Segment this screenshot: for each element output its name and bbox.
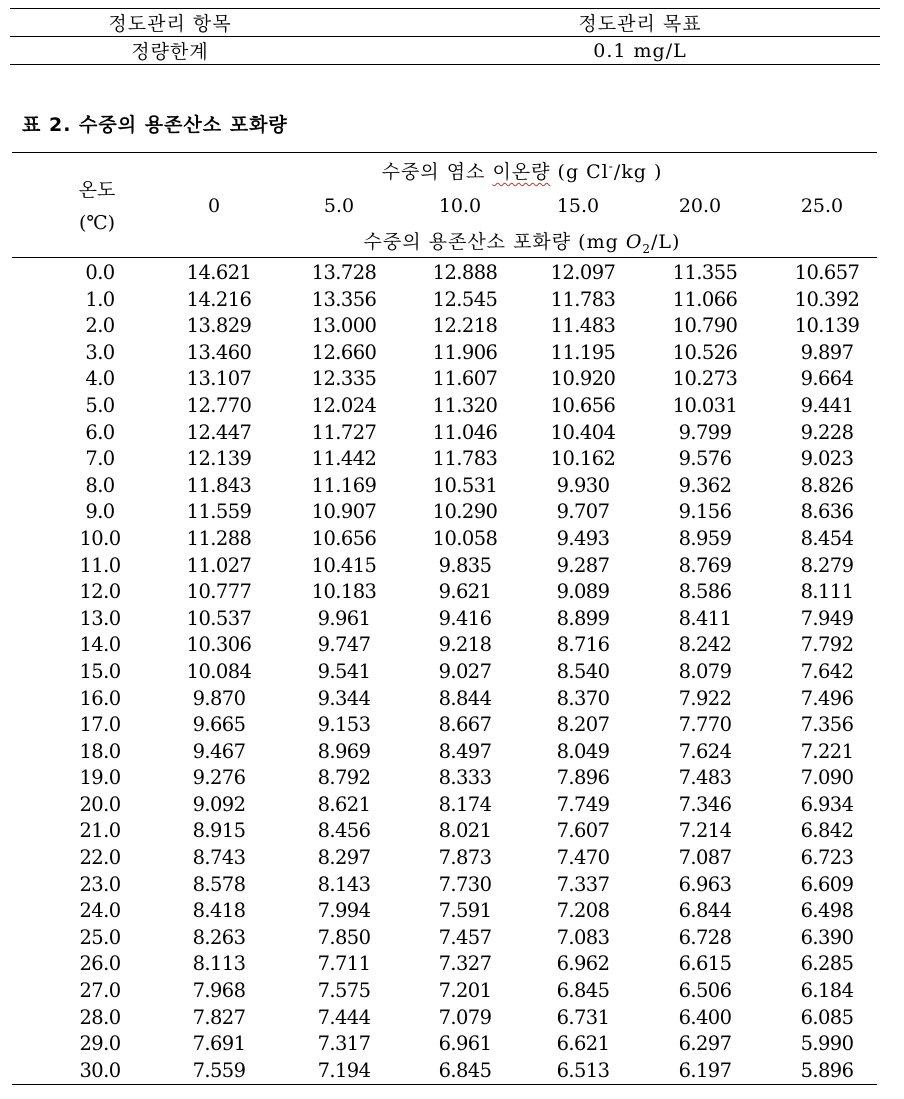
table-row: [12, 686, 877, 713]
chloride-level: 25.0: [800, 195, 844, 217]
table-row: [12, 446, 877, 473]
saturation-cell: 8.969: [317, 739, 371, 763]
saturation-cell: 8.899: [556, 606, 610, 630]
saturation-cell: 10.084: [186, 659, 252, 683]
saturation-cell: 9.287: [556, 553, 610, 577]
saturation-cell: 11.906: [432, 340, 498, 364]
temperature-cell: 30.0: [79, 1058, 121, 1082]
saturation-cell: 7.850: [317, 925, 371, 949]
saturation-cell: 10.306: [186, 633, 252, 657]
saturation-cell: 11.288: [186, 526, 252, 550]
saturation-cell: 10.656: [550, 393, 616, 417]
saturation-cell: 6.845: [438, 1058, 492, 1082]
saturation-cell: 10.777: [186, 580, 252, 604]
saturation-cell: 12.335: [311, 367, 377, 391]
saturation-cell: 9.023: [800, 447, 854, 471]
table-row: [12, 978, 877, 1005]
saturation-cell: 10.657: [794, 261, 860, 284]
saturation-cell: 8.578: [192, 872, 246, 896]
saturation-cell: 8.769: [678, 553, 732, 577]
saturation-cell: 7.327: [438, 952, 492, 976]
saturation-cell: 8.792: [317, 766, 371, 790]
saturation-cell: 9.228: [800, 420, 854, 444]
saturation-cell: 13.107: [186, 367, 252, 391]
saturation-cell: 6.845: [556, 979, 610, 1003]
saturation-cell: 6.731: [556, 1005, 610, 1029]
saturation-cell: 11.355: [672, 261, 738, 284]
saturation-cell: 7.730: [438, 872, 492, 896]
saturation-cell: 10.392: [794, 287, 860, 311]
saturation-cell: 11.727: [311, 420, 377, 444]
temperature-unit: (℃): [78, 212, 116, 234]
chloride-title-sup: -: [608, 159, 614, 174]
temperature-cell: 6.0: [85, 420, 115, 444]
saturation-cell: 6.498: [800, 899, 854, 923]
temperature-cell: 12.0: [79, 580, 121, 604]
saturation-cell: 8.826: [800, 473, 854, 497]
saturation-cell: 11.027: [186, 553, 252, 577]
saturation-title-prefix: 수중의 용존산소 포화량 (mg: [363, 231, 626, 253]
saturation-cell: 6.961: [438, 1032, 492, 1056]
qc-header-row: [10, 9, 880, 37]
saturation-cell: 9.493: [556, 526, 610, 550]
table-row: [12, 712, 877, 739]
saturation-cell: 11.843: [186, 473, 252, 497]
saturation-cell: 10.290: [432, 500, 498, 524]
saturation-cell: 9.799: [678, 420, 732, 444]
temperature-cell: 26.0: [79, 952, 121, 976]
saturation-cell: 9.089: [556, 580, 610, 604]
saturation-cell: 7.444: [317, 1005, 371, 1029]
table-body: [12, 258, 877, 1084]
table-header: [12, 153, 877, 258]
saturation-cell: 8.540: [556, 659, 610, 683]
saturation-cell: 6.184: [800, 979, 854, 1003]
qc-header-item: 정도관리 항목: [108, 13, 232, 35]
qc-data-row: [10, 37, 880, 64]
qc-item-value: 정량한계: [131, 41, 209, 63]
saturation-cell: 8.207: [556, 713, 610, 737]
saturation-cell: 10.162: [550, 447, 616, 471]
chloride-level: 0: [207, 195, 221, 217]
saturation-cell: 12.447: [186, 420, 252, 444]
table-row: [12, 818, 877, 845]
chloride-title-wavy-word: 이온량: [492, 161, 551, 183]
chloride-title-prefix: 수중의 염소: [381, 161, 493, 183]
saturation-cell: 6.844: [678, 899, 732, 923]
temperature-cell: 8.0: [85, 473, 115, 497]
saturation-cell: 7.356: [800, 713, 854, 737]
saturation-cell: 7.337: [556, 872, 610, 896]
temperature-cell: 5.0: [85, 393, 115, 417]
saturation-cell: 9.664: [800, 367, 854, 391]
table-row: [12, 1031, 877, 1058]
table-row: [12, 579, 877, 606]
saturation-cell: 7.922: [678, 686, 732, 710]
table-row: [12, 659, 877, 686]
table-caption: 표 2. 수중의 용존산소 포화량: [22, 114, 288, 136]
saturation-cell: 7.194: [317, 1058, 371, 1082]
saturation-cell: 8.743: [192, 846, 246, 870]
temperature-cell: 17.0: [79, 713, 121, 737]
table-row: [12, 1058, 877, 1085]
saturation-cell: 7.770: [678, 713, 732, 737]
saturation-cell: 9.156: [678, 500, 732, 524]
saturation-cell: 13.356: [311, 287, 377, 311]
saturation-cell: 7.317: [317, 1032, 371, 1056]
saturation-cell: 7.087: [678, 846, 732, 870]
saturation-title-suffix: /L): [651, 231, 681, 253]
table-row: [12, 632, 877, 659]
table-row: [12, 606, 877, 633]
saturation-cell: 9.467: [192, 739, 246, 763]
saturation-cell: 6.609: [800, 872, 854, 896]
saturation-cell: 7.083: [556, 925, 610, 949]
saturation-cell: 8.497: [438, 739, 492, 763]
saturation-cell: 6.390: [800, 925, 854, 949]
temperature-cell: 1.0: [85, 287, 115, 311]
saturation-cell: 9.835: [438, 553, 492, 577]
temperature-cell: 3.0: [85, 340, 115, 364]
saturation-cell: 10.139: [794, 314, 860, 338]
temperature-cell: 28.0: [79, 1005, 121, 1029]
saturation-cell: 7.873: [438, 846, 492, 870]
saturation-cell: 7.827: [192, 1005, 246, 1029]
saturation-cell: 8.111: [800, 580, 854, 604]
saturation-cell: 12.218: [432, 314, 498, 338]
saturation-cell: 11.046: [432, 420, 498, 444]
qc-target-value: 0.1 mg/L: [593, 39, 687, 62]
saturation-cell: 11.559: [186, 500, 252, 524]
temperature-label: 온도: [78, 179, 116, 201]
saturation-cell: 7.994: [317, 899, 371, 923]
saturation-cell: 8.297: [317, 846, 371, 870]
table-row: [12, 792, 877, 819]
saturation-title: [312, 227, 732, 256]
saturation-cell: 9.362: [678, 473, 732, 497]
saturation-cell: 9.027: [438, 659, 492, 683]
saturation-cell: 7.691: [192, 1032, 246, 1056]
table-row: [12, 340, 877, 367]
saturation-cell: 8.844: [438, 686, 492, 710]
saturation-cell: 8.454: [800, 526, 854, 550]
chloride-title-suffix-a: (g Cl: [550, 161, 609, 183]
saturation-cell: 11.066: [672, 287, 738, 311]
saturation-cell: 6.728: [678, 925, 732, 949]
saturation-cell: 7.968: [192, 979, 246, 1003]
saturation-cell: 9.441: [800, 393, 854, 417]
saturation-cell: 8.079: [678, 659, 732, 683]
temperature-cell: 2.0: [85, 314, 115, 338]
saturation-cell: 11.607: [432, 367, 498, 391]
saturation-cell: 8.456: [317, 819, 371, 843]
saturation-cell: 9.416: [438, 606, 492, 630]
chloride-level: 15.0: [556, 195, 600, 217]
saturation-cell: 9.897: [800, 340, 854, 364]
saturation-cell: 10.907: [311, 500, 377, 524]
table-row: [12, 845, 877, 872]
saturation-cell: 7.483: [678, 766, 732, 790]
temperature-cell: 9.0: [85, 500, 115, 524]
temperature-cell: 7.0: [85, 447, 115, 471]
saturation-cell: 13.829: [186, 314, 252, 338]
saturation-cell: 8.242: [678, 633, 732, 657]
saturation-cell: 9.665: [192, 713, 246, 737]
saturation-cell: 6.400: [678, 1005, 732, 1029]
saturation-cell: 12.097: [550, 261, 616, 284]
temperature-cell: 15.0: [79, 659, 121, 683]
saturation-cell: 10.531: [432, 473, 498, 497]
saturation-cell: 8.333: [438, 766, 492, 790]
saturation-cell: 7.749: [556, 792, 610, 816]
saturation-cell: 9.576: [678, 447, 732, 471]
saturation-cell: 8.621: [317, 792, 371, 816]
temperature-cell: 20.0: [79, 792, 121, 816]
temperature-cell: 13.0: [79, 606, 121, 630]
saturation-cell: 5.896: [800, 1058, 854, 1082]
saturation-cell: 10.031: [672, 393, 738, 417]
saturation-cell: 8.411: [678, 606, 732, 630]
saturation-cell: 7.559: [192, 1058, 246, 1082]
saturation-cell: 13.728: [311, 261, 377, 284]
saturation-cell: 11.783: [432, 447, 498, 471]
saturation-cell: 8.636: [800, 500, 854, 524]
temperature-cell: 29.0: [79, 1032, 121, 1056]
saturation-cell: 9.870: [192, 686, 246, 710]
saturation-cell: 10.537: [186, 606, 252, 630]
saturation-cell: 10.273: [672, 367, 738, 391]
saturation-cell: 6.934: [800, 792, 854, 816]
temperature-cell: 0.0: [85, 261, 115, 284]
chloride-title-suffix-b: /kg ): [613, 161, 663, 183]
saturation-cell: 11.195: [550, 340, 616, 364]
saturation-cell: 10.526: [672, 340, 738, 364]
table-row: [12, 951, 877, 978]
chloride-level: 20.0: [678, 195, 722, 217]
saturation-cell: 8.049: [556, 739, 610, 763]
saturation-cell: 10.415: [311, 553, 377, 577]
temperature-cell: 16.0: [79, 686, 121, 710]
saturation-cell: 8.021: [438, 819, 492, 843]
saturation-cell: 7.607: [556, 819, 610, 843]
saturation-cell: 9.930: [556, 473, 610, 497]
saturation-cell: 10.790: [672, 314, 738, 338]
saturation-cell: 6.285: [800, 952, 854, 976]
saturation-cell: 7.624: [678, 739, 732, 763]
saturation-cell: 12.660: [311, 340, 377, 364]
saturation-cell: 11.169: [311, 473, 377, 497]
saturation-cell: 12.770: [186, 393, 252, 417]
saturation-cell: 10.656: [311, 526, 377, 550]
temperature-cell: 14.0: [79, 633, 121, 657]
saturation-cell: 8.915: [192, 819, 246, 843]
saturation-cell: 9.276: [192, 766, 246, 790]
temperature-cell: 23.0: [79, 872, 121, 896]
table-row: [12, 313, 877, 340]
chloride-level: 5.0: [323, 195, 355, 217]
saturation-cell: 7.591: [438, 899, 492, 923]
saturation-cell: 7.221: [800, 739, 854, 763]
saturation-cell: 6.085: [800, 1005, 854, 1029]
temperature-cell: 25.0: [79, 925, 121, 949]
table-row: [12, 739, 877, 766]
table-row: [12, 925, 877, 952]
saturation-cell: 7.090: [800, 766, 854, 790]
saturation-cell: 9.961: [317, 606, 371, 630]
saturation-cell: 7.208: [556, 899, 610, 923]
saturation-title-o: O: [625, 231, 643, 253]
saturation-cell: 6.962: [556, 952, 610, 976]
table-row: [12, 765, 877, 792]
saturation-cell: 12.024: [311, 393, 377, 417]
saturation-cell: 11.320: [432, 393, 498, 417]
table-row: [12, 473, 877, 500]
saturation-cell: 7.079: [438, 1005, 492, 1029]
temperature-cell: 19.0: [79, 766, 121, 790]
table-row: [12, 898, 877, 925]
saturation-cell: 6.842: [800, 819, 854, 843]
saturation-cell: 8.418: [192, 899, 246, 923]
temperature-cell: 4.0: [85, 367, 115, 391]
saturation-cell: 8.113: [192, 952, 246, 976]
chloride-levels-row: [12, 195, 877, 221]
saturation-cell: 6.506: [678, 979, 732, 1003]
saturation-cell: 11.442: [311, 447, 377, 471]
saturation-cell: 7.470: [556, 846, 610, 870]
qc-table: [10, 8, 880, 65]
saturation-cell: 7.949: [800, 606, 854, 630]
saturation-cell: 11.783: [550, 287, 616, 311]
temperature-cell: 10.0: [79, 526, 121, 550]
temperature-cell: 21.0: [79, 819, 121, 843]
saturation-cell: 9.541: [317, 659, 371, 683]
saturation-cell: 7.792: [800, 633, 854, 657]
saturation-cell: 8.263: [192, 925, 246, 949]
saturation-cell: 9.707: [556, 500, 610, 524]
table-row: [12, 366, 877, 393]
saturation-cell: 10.920: [550, 367, 616, 391]
saturation-cell: 12.888: [432, 261, 498, 284]
table-row: [12, 287, 877, 314]
table-row: [12, 260, 877, 287]
saturation-cell: 13.000: [311, 314, 377, 338]
saturation-cell: 7.214: [678, 819, 732, 843]
table-row: [12, 872, 877, 899]
table-row: [12, 420, 877, 447]
saturation-cell: 8.279: [800, 553, 854, 577]
saturation-cell: 7.346: [678, 792, 732, 816]
temperature-cell: 22.0: [79, 846, 121, 870]
saturation-cell: 7.496: [800, 686, 854, 710]
saturation-cell: 12.545: [432, 287, 498, 311]
saturation-cell: 14.621: [186, 261, 252, 284]
chloride-level: 10.0: [438, 195, 482, 217]
table-row: [12, 553, 877, 580]
saturation-cell: 10.058: [432, 526, 498, 550]
saturation-cell: 8.370: [556, 686, 610, 710]
saturation-cell: 6.297: [678, 1032, 732, 1056]
saturation-cell: 7.896: [556, 766, 610, 790]
saturation-cell: 7.575: [317, 979, 371, 1003]
saturation-cell: 9.153: [317, 713, 371, 737]
table-row: [12, 526, 877, 553]
saturation-cell: 6.621: [556, 1032, 610, 1056]
saturation-cell: 13.460: [186, 340, 252, 364]
saturation-cell: 6.615: [678, 952, 732, 976]
saturation-cell: 7.711: [317, 952, 371, 976]
saturation-title-sub: 2: [642, 241, 652, 256]
saturation-cell: 12.139: [186, 447, 252, 471]
saturation-cell: 7.642: [800, 659, 854, 683]
do-saturation-table: [12, 152, 877, 1085]
saturation-cell: 8.667: [438, 713, 492, 737]
saturation-cell: 9.344: [317, 686, 371, 710]
table-row: [12, 393, 877, 420]
table-row: [12, 1005, 877, 1032]
saturation-cell: 5.990: [800, 1032, 854, 1056]
saturation-cell: 8.143: [317, 872, 371, 896]
saturation-cell: 9.218: [438, 633, 492, 657]
saturation-cell: 9.747: [317, 633, 371, 657]
temperature-cell: 24.0: [79, 899, 121, 923]
saturation-cell: 9.092: [192, 792, 246, 816]
saturation-cell: 6.197: [678, 1058, 732, 1082]
saturation-cell: 8.174: [438, 792, 492, 816]
saturation-cell: 10.404: [550, 420, 616, 444]
saturation-cell: 14.216: [186, 287, 252, 311]
saturation-cell: 7.457: [438, 925, 492, 949]
chloride-title: [312, 157, 732, 184]
saturation-cell: 8.959: [678, 526, 732, 550]
saturation-cell: 8.586: [678, 580, 732, 604]
saturation-cell: 11.483: [550, 314, 616, 338]
saturation-cell: 7.201: [438, 979, 492, 1003]
saturation-cell: 6.513: [556, 1058, 610, 1082]
saturation-cell: 6.723: [800, 846, 854, 870]
saturation-cell: 8.716: [556, 633, 610, 657]
temperature-cell: 27.0: [79, 979, 121, 1003]
temperature-cell: 18.0: [79, 739, 121, 763]
saturation-cell: 9.621: [438, 580, 492, 604]
table-row: [12, 499, 877, 526]
saturation-cell: 10.183: [311, 580, 377, 604]
temperature-cell: 11.0: [79, 553, 121, 577]
qc-header-target: 정도관리 목표: [578, 13, 702, 35]
saturation-cell: 6.963: [678, 872, 732, 896]
